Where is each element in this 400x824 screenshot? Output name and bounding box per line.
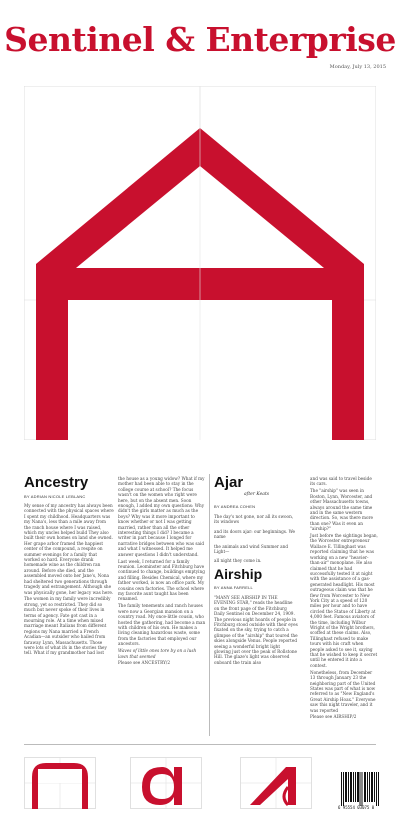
ancestry-column-2 — [118, 476, 206, 667]
hero-illustration — [24, 86, 376, 440]
poem-stanza: the animals and wind Summer and Light— — [214, 543, 289, 555]
ancestry-headline: Ancestry — [24, 474, 89, 491]
column-rule — [209, 474, 210, 736]
poem-stanza: and its doors ajar: our beginnings. We name — [214, 528, 296, 540]
poem-stanza: The day's not gone, nor all its swoon, its windows — [214, 514, 294, 525]
poem-stanza: all night they come in. — [214, 558, 262, 564]
airship-paragraph: Nonetheless, from December 13 through January 23 the neighboring part of the United States was part of what is now referred to as "New England's Great Airship Hoax." Everyone saw this night traveler, and it was reported — [310, 669, 376, 713]
ancestry-paragraph: Last week, I returned for a family reunion. Leominster and Fitchburg have continued to change, buildings emptying and filling. Besides Chemical, where my father worked, is now an office park. My cousins own factories. The school where my favorite aunt taught has been renamed. — [118, 558, 205, 602]
ancestry-byline: BY ADRIAN NICOLE LEBLANC — [24, 494, 86, 499]
airship-paragraph: "MANY SEE AIRSHIP IN THE EVENING STAR," reads the headline on the front page of the Fitchburg Daily Sentinel on December 24, 1909. The previous night hoards of people in Fitchburg stood outside with their eyes fixated on the sky, trying to catch a glimpse of the "airship" that toured the skies alongside Venus. People reported seeing a wonderful bright light glowing just over the peak of Rollstone Hill. The glaze's light was observed onboard the train also — [214, 595, 298, 665]
ancestry-paragraph: The family tenements and ranch houses were now a Georgian mansion on a country road. My once-little cousin, who hosted the gathering, had become a man with children of his own. He makes a living cleaning hazardous waste, some from the factories that employed our ancestors. — [118, 603, 206, 647]
masthead-title: Sentinel & Enterprise — [4, 20, 396, 59]
airship-column-1 — [214, 595, 298, 667]
ancestry-paragraph: The women in my family were incredibly strong, yet so restricted. They did so much but never spoke of their lives in terms of agency. Fate got cast in a mourning role. At a time when mixed marriage meant Italians from different regions my Nana married a French Acadian—an outsider who hailed from faraway Lynn, Massachusetts. Those were lots of what ifs in the stories they tell. What if my grandmother had lost — [24, 596, 111, 656]
glyph-a-outline — [24, 757, 96, 809]
ancestry-column-1 — [24, 503, 114, 657]
airship-column-2 — [310, 476, 378, 721]
ancestry-paragraph: Waves of little ones tore by on a lush lawn that seemed — [118, 648, 197, 659]
ancestry-continued-link[interactable]: Please see ANCESTRY/2 — [118, 660, 171, 666]
ancestry-paragraph: My sense of my ancestry has always been connected with the physical spaces where I spent my childhood. Headquarters was my Nana's, less than a mile away from the ranch house where I was raised, which my uncles helped build They also built their own homes on land she owned. Her grape arbor framed the happiest center of the compound, a respite on summer evenings for a family that worked so hard. Everyone drank homemade wine as the children ran around. Before she died, and the assembled moved onto her Jane's, Nona had sheltered two generations through tragedy and estrangement. Although she was physically gone, her legacy was here. — [24, 503, 114, 595]
ajar-headline: Ajar — [214, 474, 244, 491]
dateline: Monday, July 13, 2015 — [329, 64, 386, 70]
barcode — [340, 770, 380, 810]
airship-byline: BY ANNA FARRELL — [214, 585, 253, 590]
ancestry-paragraph: the house as a young widow? What if my mother had been able to stay in the college course at school? The focus wasn't on the women who right were here, but on the absent men. Soon enough, I added my own questions: Why didn't the girls matter as much as the boys? Why was it more important to know whether or not I was getting married, rather than all the other interesting things I did? I became a writer in part because I longed for narrative bridges between who was said and what I witnessed. It helped me answer questions I didn't understand. — [118, 476, 205, 557]
airship-paragraph: Just before the sightings began, the Worcester entrepreneur Wallace E. Tillinghast was reported claiming that he was working on a new "heavier-than-air" monoplane. He also claimed that he had successfully tested it at night with the assistance of a gas-generated headlight. His most outrageous claim was that he flew from Worcester to New York City at a speed of 120 miles per hour and to have circled the Statue of Liberty at 4,000 feet. Famous aviators of the time, including Wilbur Wright of the Wright brothers, scoffed at these claims. Also, Tillinghast refused to make tours with his craft when people asked to see it, saying that he wished to keep it secret until he entered it into a contest. — [310, 533, 378, 668]
section-rule — [24, 744, 376, 745]
ajar-byline: BY ANDREA COHEN — [214, 504, 256, 509]
ajar-poem — [214, 514, 296, 565]
barcode-number: 6 95554 03075 0 — [338, 805, 375, 810]
glyph-a-slant — [240, 757, 312, 809]
glyph-a-round — [130, 757, 202, 809]
airship-headline: Airship — [214, 566, 263, 582]
airship-paragraph: and was said to travel beside its cars. — [310, 476, 372, 487]
airship-continued-link[interactable]: Please see AIRSHIP/2 — [310, 714, 357, 720]
airship-paragraph: The "airship" was seen in Boston, Lynn, Worcester, and other Massachusetts towns, always around the same time and in the same western direction. So, was there more than one? Was it even an "airship?" — [310, 488, 374, 532]
ajar-subtitle: after Keats — [244, 492, 270, 497]
